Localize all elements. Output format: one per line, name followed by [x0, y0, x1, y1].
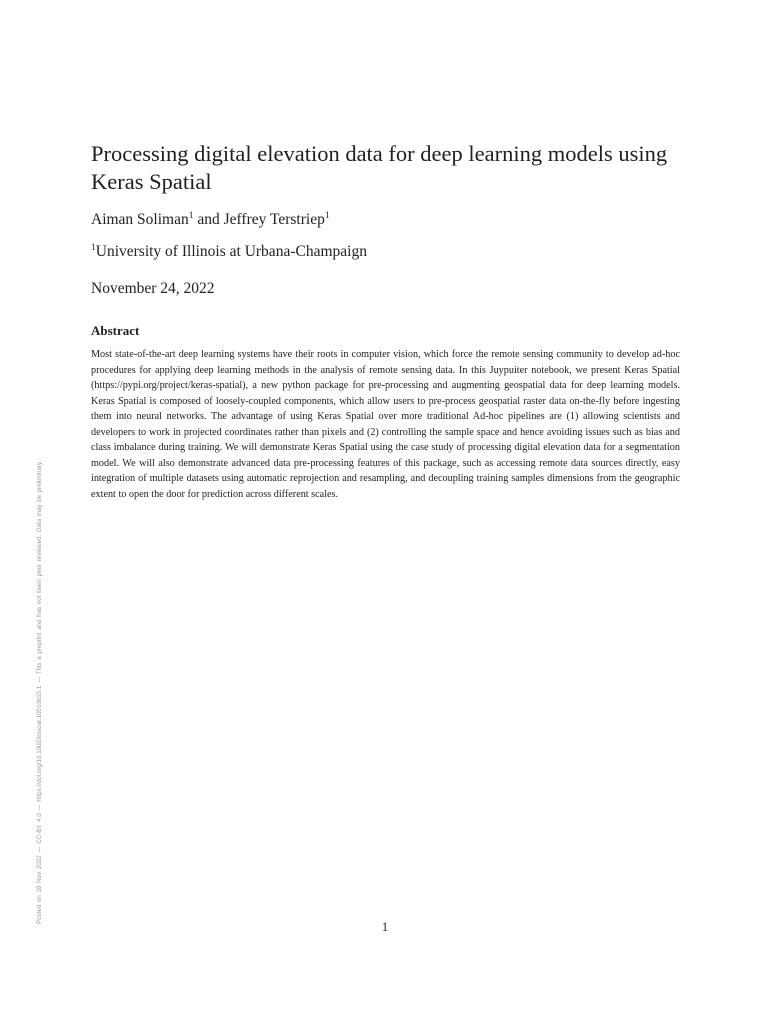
paper-title: Processing digital elevation data for deep learning models using Keras Spatial [91, 141, 668, 194]
author-name: Jeffrey Terstriep [223, 211, 325, 228]
abstract-heading: Abstract [91, 323, 140, 338]
preprint-side-stamp: Posted on 28 Nov 2022 — CC-BY 4.0 — https://doi.org/10.1002/essoar.10510615.1 — This a preprint and has not been peer reviewed. Data may be preliminary. [36, 460, 43, 924]
author-name: Aiman Soliman [91, 211, 189, 228]
affiliation-marker: 1 [324, 210, 330, 221]
author-separator: and [193, 211, 224, 228]
page-number: 1 [381, 920, 389, 934]
affiliation-name: University of Illinois at Urbana-Champaign [95, 243, 367, 260]
author-line [91, 210, 330, 230]
affiliation-marker: 1 [91, 242, 96, 253]
publication-date: November 24, 2022 [91, 280, 215, 297]
affiliation-marker: 1 [188, 210, 194, 221]
abstract-text: Most state-of-the-art deep learning systems have their roots in computer vision, which force the remote sensing community to develop ad-hoc procedures for applying deep learning methods in the analysis of remote sensing data. In this Juypuiter notebook, we present Keras Spatial (https://pypi.org/project/keras-spatial), a new python package for pre-processing and augmenting geospatial data for deep learning models. Keras Spatial is composed of loosely-coupled components, which allow users to pre-process geospatial raster data on-the-fly before ingesting them into neural networks. The advantage of using Keras Spatial over more traditional Ad-hoc pipelines are (1) allowing scientists and developers to work in projected coordinates rather than pixels and (2) controlling the sample space and hence avoiding issues such as bias and class imbalance during training. We will demonstrate Keras Spatial using the case study of processing digital elevation data for a segmentation model. We will also demonstrate advanced data pre-processing features of this package, such as accessing remote data sources directly, easy integration of multiple datasets using automatic reprojection and resampling, and decoupling training samples dimensions from the geographic extent to open the door for prediction across different scales. [91, 349, 680, 500]
affiliation-line [91, 242, 367, 262]
